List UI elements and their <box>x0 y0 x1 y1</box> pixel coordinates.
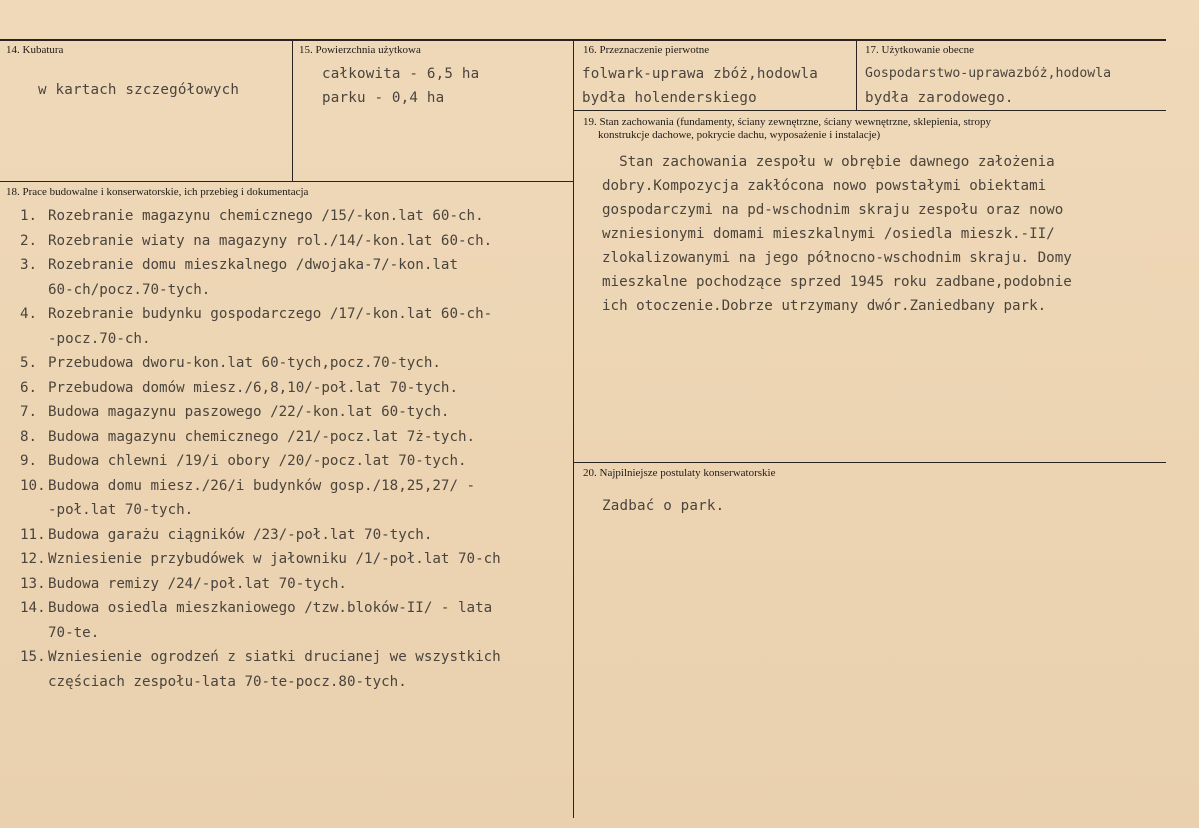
field-19-line: Stan zachowania zespołu w obrębie dawnego założenia <box>602 154 1055 170</box>
field-19-line: wzniesionymi domami mieszkalnymi /osiedla mieszk.-II/ <box>602 226 1055 242</box>
field-18-list <box>20 204 501 694</box>
field-19-line: zlokalizowanymi na jego północno-wschodnim skraju. Domy <box>602 250 1072 266</box>
list-item: 5. Przebudowa dworu-kon.lat 60-tych,pocz.70-tych. <box>20 355 441 371</box>
rule-under-14-15 <box>0 181 574 182</box>
list-item: 12. Wzniesienie przybudówek w jałowniku /1/-poł.lat 70-ch <box>20 551 501 567</box>
field-20-label: 20. Najpilniejsze postulaty konserwatorskie <box>583 467 776 479</box>
list-item: 10. Budowa domu miesz./26/i budynków gosp./18,25,27/ - <box>20 477 476 494</box>
field-16-label: 16. Przeznaczenie pierwotne <box>583 44 710 56</box>
field-17-line-1: Gospodarstwo-uprawazbóż,hodowla <box>865 66 1112 81</box>
field-15-label: 15. Powierzchnia użytkowa <box>299 44 421 56</box>
list-item: 7. Budowa magazynu paszowego /22/-kon.lat 60-tych. <box>20 404 450 420</box>
list-item: 2. Rozebranie wiaty na magazyny rol./14/-kon.lat 60-ch. <box>20 232 493 249</box>
field-18-label: 18. Prace budowalne i konserwatorskie, ich przebieg i dokumentacja <box>6 186 309 198</box>
field-14-label: 14. Kubatura <box>6 44 64 56</box>
list-item: 13. Budowa remizy /24/-poł.lat 70-tych. <box>20 575 347 592</box>
list-item: 3. Rozebranie domu mieszkalnego /dwojaka-7/-kon.lat <box>20 257 458 273</box>
field-16-line-2: bydła holenderskiego <box>582 90 757 106</box>
field-19-label-line-1: 19. Stan zachowania (fundamenty, ściany zewnętrzne, ściany wewnętrzne, sklepienia, stropy <box>583 116 991 128</box>
rule-under-19 <box>574 462 1166 463</box>
field-19-label-line-2: konstrukcje dachowe, pokrycie dachu, wyposażenie i instalacje) <box>598 129 881 141</box>
list-item: 4. Rozebranie budynku gospodarczego /17/-kon.lat 60-ch- <box>20 306 493 322</box>
list-item: 6. Przebudowa domów miesz./6,8,10/-poł.lat 70-tych. <box>20 379 458 396</box>
list-item-continuation: częściach zespołu-lata 70-te-pocz.80-tych. <box>48 673 407 690</box>
field-19-line: gospodarczymi na pd-wschodnim skraju zespołu oraz nowo <box>602 202 1064 218</box>
field-20-value: Zadbać o park. <box>602 498 725 514</box>
field-19-text <box>602 150 1072 318</box>
top-rule <box>0 39 1166 41</box>
field-16-line-1: folwark-uprawa zbóż,hodowla <box>582 66 819 82</box>
list-item-continuation: 70-te. <box>48 624 100 641</box>
list-item-continuation: -poł.lat 70-tych. <box>48 502 194 518</box>
rule-16-17 <box>856 41 857 111</box>
field-19-line: mieszkalne pochodzące sprzed 1945 roku zadbane,podobnie <box>602 274 1072 290</box>
field-19-line: ich otoczenie.Dobrze utrzymany dwór.Zaniedbany park. <box>602 298 1047 314</box>
list-item-continuation: -pocz.70-ch. <box>48 330 151 347</box>
list-item: 9. Budowa chlewni /19/i obory /20/-pocz.lat 70-tych. <box>20 453 467 469</box>
list-item: 1. Rozebranie magazynu chemicznego /15/-kon.lat 60-ch. <box>20 208 484 224</box>
rule-under-16-17 <box>574 110 1166 111</box>
rule-14-15 <box>292 41 293 181</box>
field-14-value: w kartach szczegółowych <box>38 82 240 98</box>
list-item-continuation: 60-ch/pocz.70-tych. <box>48 281 211 298</box>
field-15-line-1: całkowita - 6,5 ha <box>322 66 480 82</box>
field-17-line-2: bydła zarodowego. <box>865 90 1014 106</box>
field-19-line: dobry.Kompozycja zakłócona nowo powstałymi obiektami <box>602 178 1047 194</box>
rule-15-16 <box>573 41 574 818</box>
list-item: 8. Budowa magazynu chemicznego /21/-pocz.lat 7ż-tych. <box>20 428 476 445</box>
list-item: 15. Wzniesienie ogrodzeń z siatki drucianej we wszystkich <box>20 649 501 665</box>
list-item: 14. Budowa osiedla mieszkaniowego /tzw.bloków-II/ - lata <box>20 600 493 616</box>
field-15-line-2: parku - 0,4 ha <box>322 90 445 106</box>
field-17-label: 17. Użytkowanie obecne <box>865 44 975 56</box>
list-item: 11. Budowa garażu ciągników /23/-poł.lat 70-tych. <box>20 526 433 543</box>
